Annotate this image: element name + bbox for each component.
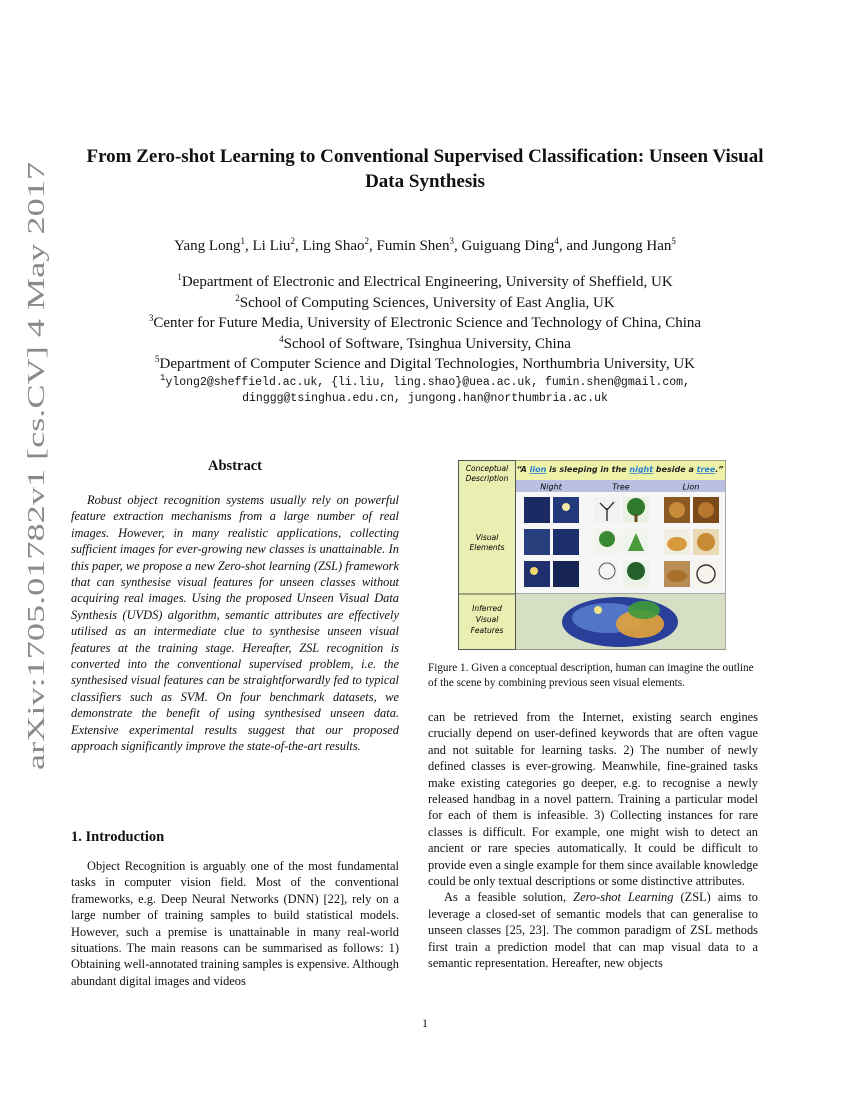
abstract-body: Robust object recognition systems usually rely on powerful feature extraction mechanisms from a large number of real images. However, in many realistic applications, collecting sufficient images for ever-growing new classes is unattainable. In this paper, we propose a new Zero-shot learning (ZSL) framework that can synthesise visual features for unseen classes without acquiring real images. Using the proposed Unseen Visual Data Synthesis (UVDS) algorithm, semantic attributes are effectively utilised as an intermediate clue to synthesise unseen visual features at the training stage. Hereafter, ZSL recognition is converted into the conventional supervised problem, i.e. the synthesised visual features can be straightforwardly fed to typical classifiers such as SVM. On four benchmark datasets, we demonstrate the benefit of using synthesised unseen data. Extensive experimental results suggest that our proposed approach significantly improve the state-of-the-art results. [71,493,399,754]
label-visual: Visual [475,533,499,542]
affiliation: $^3$Center for Future Media, University of Electronic Science and Technology of China, China [148,313,702,331]
column-night: Night [540,482,562,492]
label-conceptual: Conceptual [465,464,509,473]
arxiv-stamp [10,160,54,780]
night-image [524,561,550,587]
keyword-night: night [629,465,654,474]
paper-title: From Zero-shot Learning to Conventional Supervised Classification: Unseen Visual Data Synthesis [86,146,764,192]
right-column-body [428,709,758,972]
page-number: 1 [422,1016,428,1030]
figure-1 [458,460,726,650]
label-features: Features [470,626,504,635]
figure-1-diagram [458,460,726,650]
author-list: Yang Long$^1$, Li Liu$^2$, Ling Shao$^2$, Fumin Shen$^3$, Guiguang Ding$^4$, and Jungong Han$^5$ [174,236,676,254]
conceptual-sentence: “A lion is sleeping in the night beside a tree.” [516,465,724,474]
inferred-feature-image [562,597,678,647]
abstract-heading: Abstract [208,458,262,474]
author: Yang Long [174,238,241,254]
label-elements: Elements [469,543,505,552]
affiliation: $^4$School of Software, Tsinghua University, China [279,333,571,352]
label-description: Description [465,474,509,483]
paragraph: As a feasible solution, Zero-shot Learning (ZSL) aims to leverage a closed-set of semantic models that can generalise to unseen classes [25, 23]. The common paradigm of ZSL methods first train a prediction model that can map visual data to a semantic representation. Hereafter, new objects [428,890,758,971]
author: Guiguang Ding [461,238,555,254]
tree-image [594,561,620,587]
night-image [553,529,579,555]
keyword-tree: tree [696,465,716,474]
label-visual-2: Visual [475,615,499,624]
author: Fumin Shen [376,238,450,254]
affiliation: $^1$Department of Electronic and Electrical Engineering, University of Sheffield, UK [177,272,673,290]
affiliation: $^5$Department of Computer Science and Digital Technologies, Northumbria University, UK [155,354,695,372]
introduction-heading: 1. Introduction [71,829,165,845]
author: Li Liu [252,238,291,254]
arxiv-stamp-text: arXiv:1705.01782v1 [cs.CV] 4 May 2017 [24,367,50,770]
keyword-lion: lion [529,465,547,474]
figure-1-caption: Figure 1. Given a conceptual description, human can imagine the outline of the scene by combining previous seen visual elements. [428,662,754,689]
author: Ling Shao [302,238,365,254]
night-image [524,529,550,555]
night-image [553,561,579,587]
affiliation-list [60,272,790,375]
column-lion: Lion [682,482,700,492]
introduction-body: Object Recognition is arguably one of the most fundamental tasks in computer vision field. Most of the conventional frameworks, e.g. Deep Neural Networks (DNN) [22], rely on a large number of training samples to build statistical models. However, such a premise is unattainable in many real-world situations. The main reasons can be summarised as follows: 1) Obtaining well-annotated training samples is expensive. Although abundant digital images and videos [71,859,399,988]
column-tree: Tree [612,482,630,492]
paragraph: can be retrieved from the Internet, existing search engines crucially depend on user-defined keywords that are often vague and not suitable for learning tasks. 2) The number of newly defined classes is ever-growing. Meanwhile, fine-grained tasks make existing categories go deeper, e.g. to recognise a newly released handbag in a novel pattern. Training a particular model for each of them is infeasible. 3) Collecting instances for rare classes is difficult. For example, one might wish to detect an ancient or rare species automatically. It could be difficult to provide even a single example for them since available knowledge could be only textual descriptions or some distinctive attributes. [428,710,758,889]
label-inferred: Inferred [472,604,502,613]
email-list: $^1$ylong2@sheffield.ac.uk, {li.liu, ling.shao}@uea.ac.uk, fumin.shen@gmail.com, dinggg@tsinghua.edu.cn, jungong.han@northumbria.ac.uk [160,373,690,405]
author: Jungong Han [591,238,672,254]
night-image [524,497,550,523]
affiliation: $^2$School of Computing Sciences, University of East Anglia, UK [235,292,615,311]
